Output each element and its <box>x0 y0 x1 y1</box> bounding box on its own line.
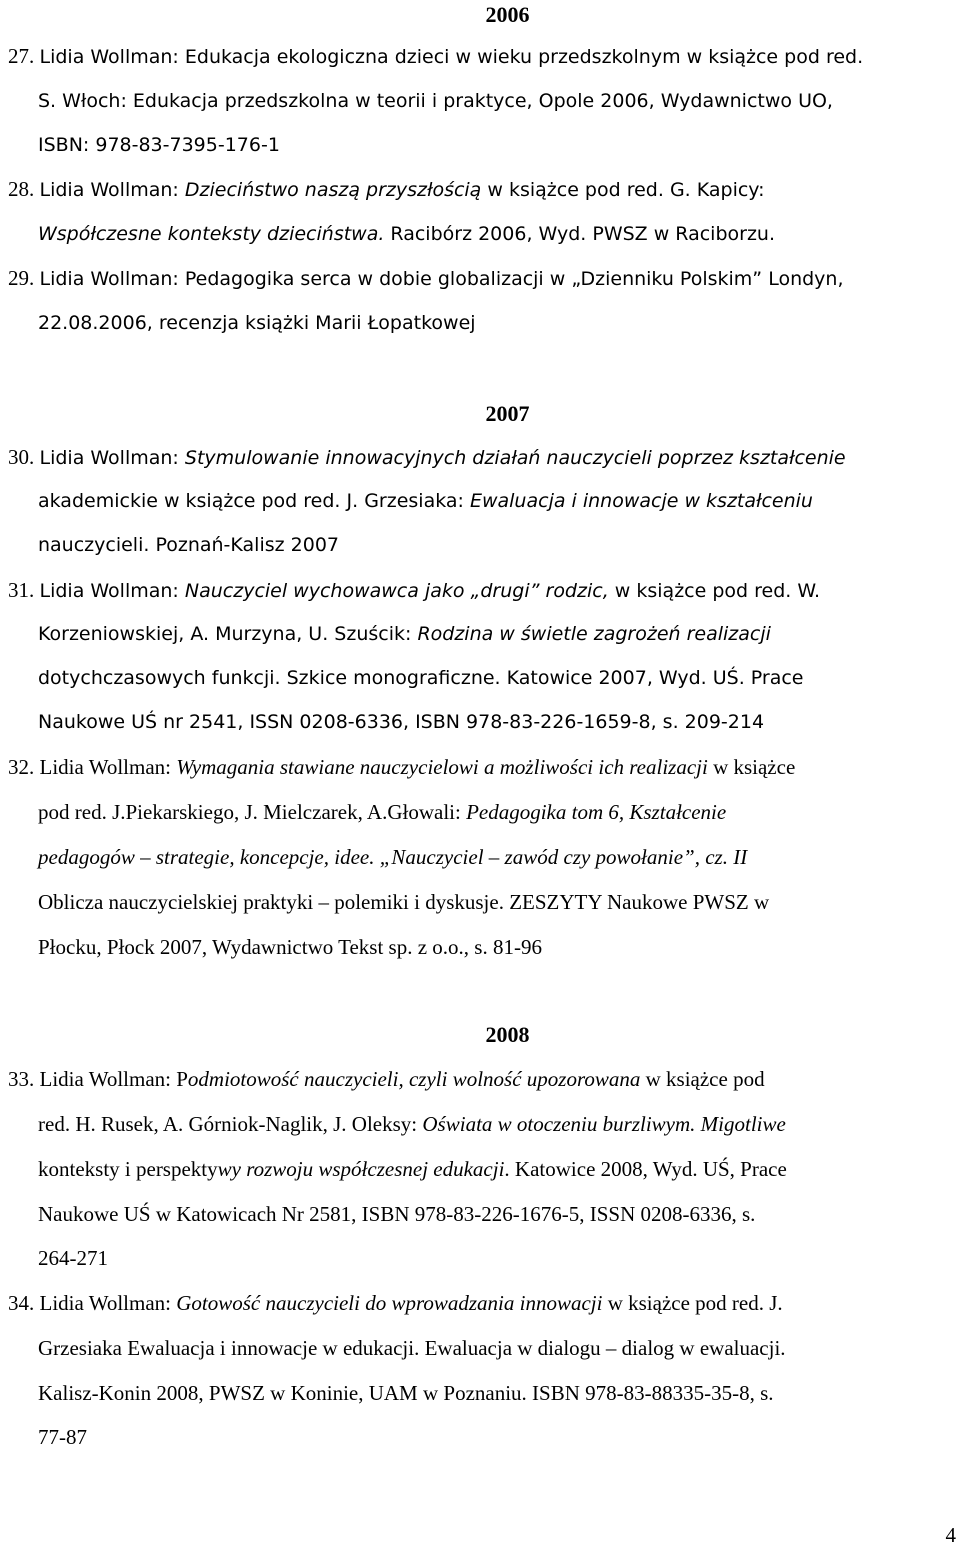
entry-27-line-1: 27. Lidia Wollman: Edukacja ekologiczna dzieci w wieku przedszkolnym w książce pod red. <box>8 44 864 68</box>
entry-30-line-3: nauczycieli. Poznań-Kalisz 2007 <box>38 534 339 556</box>
entry-33-line-4: Naukowe UŚ w Katowicach Nr 2581, ISBN 978-83-226-1676-5, ISSN 0208-6336, s. <box>38 1202 756 1226</box>
entry-30-line-1: 30. Lidia Wollman: Stymulowanie innowacyjnych działań nauczycieli poprzez kształcenie <box>8 445 846 469</box>
entry-32-line-5: Płocku, Płock 2007, Wydawnictwo Tekst sp. z o.o., s. 81-96 <box>38 935 542 959</box>
entry-33-line-1: 33. Lidia Wollman: Podmiotowość nauczycieli, czyli wolność upozorowana w książce pod <box>8 1067 765 1091</box>
page-number: 4 <box>945 1523 956 1547</box>
year-heading-2007: 2007 <box>485 401 530 426</box>
entry-33-line-3: konteksty i perspektywy rozwoju współczesnej edukacji. Katowice 2008, Wyd. UŚ, Prace <box>38 1157 787 1181</box>
entry-29-line-2: 22.08.2006, recenzja książki Marii Łopatkowej <box>38 312 476 334</box>
entry-31-line-4: Naukowe UŚ nr 2541, ISSN 0208-6336, ISBN 978-83-226-1659-8, s. 209-214 <box>38 711 765 733</box>
year-heading-2008: 2008 <box>485 1022 530 1047</box>
entry-33-line-5: 264-271 <box>38 1246 108 1270</box>
entry-34-line-2: Grzesiaka Ewaluacja i innowacje w edukacji. Ewaluacja w dialogu – dialog w ewaluacji. <box>38 1336 786 1360</box>
entry-31-line-1: 31. Lidia Wollman: Nauczyciel wychowawca jako „drugi” rodzic, w książce pod red. W. <box>8 578 820 602</box>
entry-32-line-1: 32. Lidia Wollman: Wymagania stawiane nauczycielowi a możliwości ich realizacji w książce <box>8 755 796 779</box>
entry-32-line-4: Oblicza nauczycielskiej praktyki – polemiki i dyskusje. ZESZYTY Naukowe PWSZ w <box>38 890 770 914</box>
entry-30-line-2: akademickie w książce pod red. J. Grzesiaka: Ewaluacja i innowacje w kształceniu <box>38 490 813 512</box>
entry-34-line-3: Kalisz-Konin 2008, PWSZ w Koninie, UAM w Poznaniu. ISBN 978-83-88335-35-8, s. <box>38 1381 774 1405</box>
entry-34-line-1: 34. Lidia Wollman: Gotowość nauczycieli do wprowadzania innowacji w książce pod red. J. <box>8 1291 783 1315</box>
entry-27-line-2: S. Włoch: Edukacja przedszkolna w teorii i praktyce, Opole 2006, Wydawnictwo UO, <box>38 90 833 112</box>
entry-31-line-3: dotychczasowych funkcji. Szkice monograficzne. Katowice 2007, Wyd. UŚ. Prace <box>38 667 804 689</box>
entry-28-line-2: Współczesne konteksty dzieciństwa. Racibórz 2006, Wyd. PWSZ w Raciborzu. <box>38 223 776 245</box>
entry-33-line-2: red. H. Rusek, A. Górniok-Naglik, J. Oleksy: Oświata w otoczeniu burzliwym. Migotliwe <box>38 1112 786 1136</box>
entry-34-line-4: 77-87 <box>38 1425 87 1449</box>
entry-28-line-1: 28. Lidia Wollman: Dzieciństwo naszą przyszłością w książce pod red. G. Kapicy: <box>8 177 765 201</box>
entry-31-line-2: Korzeniowskiej, A. Murzyna, U. Szuścik: Rodzina w świetle zagrożeń realizacji <box>38 623 771 645</box>
year-heading-2006: 2006 <box>485 2 530 27</box>
entry-32-line-2: pod red. J.Piekarskiego, J. Mielczarek, A.Głowali: Pedagogika tom 6, Kształcenie <box>38 800 727 824</box>
entry-32-line-3: pedagogów – strategie, koncepcje, idee. „Nauczyciel – zawód czy powołanie”, cz. II <box>38 845 748 869</box>
entry-27-line-3: ISBN: 978-83-7395-176-1 <box>38 134 280 156</box>
entry-29-line-1: 29. Lidia Wollman: Pedagogika serca w dobie globalizacji w „Dzienniku Polskim” Londyn, <box>8 266 844 290</box>
